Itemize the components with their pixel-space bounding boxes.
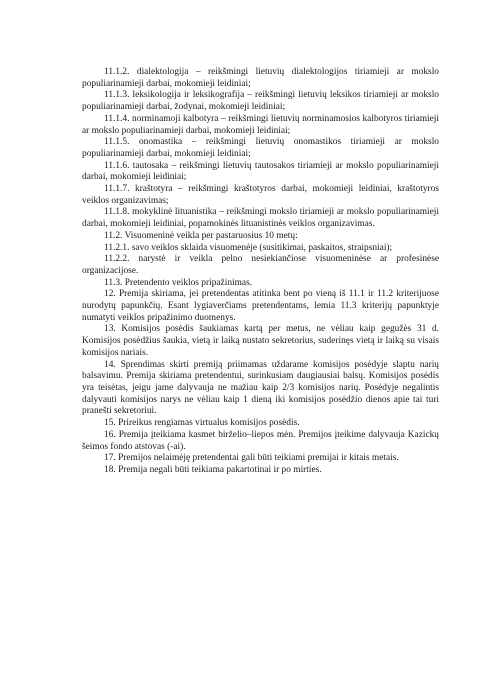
paragraph-18: 18. Premija negali būti teikiama pakartotinai ir po mirties. bbox=[104, 464, 322, 475]
paragraph-12: 12. Premija skiriama, jei pretendentas atitinka bent po vieną iš 11.1 ir 11.2 kriterijuose nurodytų papunkčių. Esant lygiaverčiams pretendentams, lemia 11.3 kriterijų papunktyje numatyti veiklos pripažinimo duomenys. bbox=[82, 289, 439, 323]
paragraph-11-2: 11.2. Visuomeninė veikla per pastaruosius 10 metų: bbox=[104, 230, 298, 241]
paragraph-11-1-3: 11.1.3. leksikologija ir leksikografija – reikšmingi lietuvių leksikos tiriamieji ar mokslo populiarinamieji darbai, žodynai, mokomieji leidiniai; bbox=[82, 90, 439, 113]
paragraph-14: 14. Sprendimas skirti premiją priimamas uždarame komisijos posėdyje slaptu narių balsavimu. Premija skiriama pretendentui, surinkusiam daugiausiai balsų. Komisijos posėdis yra teisėtas, jeigu jame dalyvauja ne mažiau kaip 2/3 komisijos narių. Posėdyje negalintis dalyvauti komisijos narys ne vėliau kaip 1 dieną iki komisijos posėdžio dienos apie tai turi pranešti sekretoriui. bbox=[82, 359, 439, 417]
document-body bbox=[82, 67, 439, 477]
paragraph-16: 16. Premija įteikiama kasmet birželio–liepos mėn. Premijos įteikime dalyvauja Kazickų šeimos fondo atstovas (-ai). bbox=[82, 429, 439, 452]
paragraph-11-1-8: 11.1.8. mokyklinė lituanistika – reikšmingi mokslo tiriamieji ar mokslo populiarinamieji darbai, mokomieji leidiniai, popamokinės lituanistinės veiklos organizavimas. bbox=[82, 207, 439, 230]
paragraph-11-1-2: 11.1.2. dialektologija – reikšmingi lietuvių dialektologijos tiriamieji ar mokslo populiarinamieji darbai, mokomieji leidiniai; bbox=[82, 67, 439, 89]
paragraph-11-1-5: 11.1.5. onomastika – reikšmingi lietuvių onomastikos tiriamieji ar mokslo populiarinamieji darbai, mokomieji leidiniai; bbox=[82, 137, 439, 159]
paragraph-17: 17. Premijos nelaimėję pretendentai gali būti teikiami premijai ir kitais metais. bbox=[104, 453, 399, 464]
paragraph-11-2-2: 11.2.2. narystė ir veikla pelno nesiekiančiose visuomeninėse ar profesinėse organizacijose. bbox=[82, 254, 439, 276]
paragraph-11-3: 11.3. Pretendento veiklos pripažinimas. bbox=[104, 277, 253, 288]
paragraph-11-1-4: 11.1.4. norminamoji kalbotyra – reikšmingi lietuvių norminamosios kalbotyros tiriamieji ar mokslo populiarinamieji darbai, mokomieji leidiniai; bbox=[82, 113, 439, 136]
paragraph-13: 13. Komisijos posėdis šaukiamas kartą per metus, ne vėliau kaip gegužės 31 d. Komisijos posėdžius šaukia, vietą ir laiką nustato sekretorius, suderinęs vietą ir laiką su visais komisijos nariais. bbox=[82, 324, 439, 358]
paragraph-11-2-1: 11.2.1. savo veiklos sklaida visuomenėje (susitikimai, paskaitos, straipsniai); bbox=[104, 242, 393, 253]
paragraph-15: 15. Prireikus rengiamas virtualus komisijos posėdis. bbox=[104, 418, 300, 429]
paragraph-11-1-7: 11.1.7. kraštotyra – reikšmingi kraštotyros darbai, mokomieji leidiniai, kraštotyros veiklos organizavimas; bbox=[82, 184, 439, 206]
paragraph-11-1-6: 11.1.6. tautosaka – reikšmingi lietuvių tautosakos tiriamieji ar mokslo populiarinamieji darbai, mokomieji leidiniai; bbox=[82, 160, 439, 183]
